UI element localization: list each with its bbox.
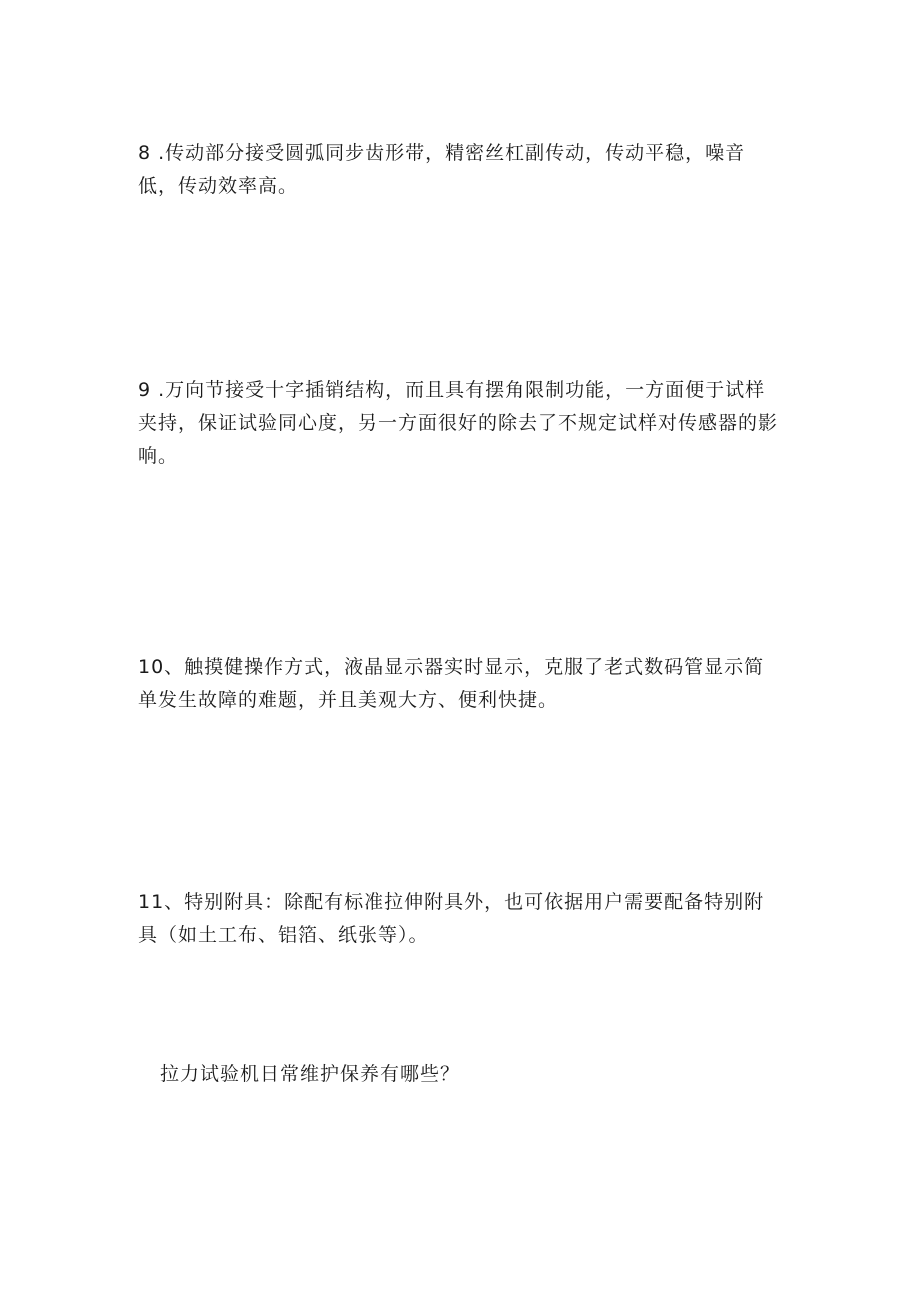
paragraph-item-10: 10、触摸健操作方式，液晶显示器实时显示，克服了老式数码管显示简单发生故障的难题，并且美观大方、便利快捷。 — [138, 656, 765, 711]
paragraph-item-9: 9 .万向节接受十字插销结构，而且具有摆角限制功能，一方面便于试样夹持，保证试验同心度，另一方面很好的除去了不规定试样对传感器的影响。 — [138, 379, 779, 467]
paragraph-item-8: 8 .传动部分接受圆弧同步齿形带，精密丝杠副传动，传动平稳，噪音低，传动效率高。 — [138, 142, 746, 197]
paragraph-item-11: 11、特别附具：除配有标准拉伸附具外，也可依据用户需要配备特别附具（如土工布、铝箔、纸张等）。 — [138, 891, 765, 946]
section-heading: 拉力试验机日常维护保养有哪些？ — [160, 1063, 461, 1085]
